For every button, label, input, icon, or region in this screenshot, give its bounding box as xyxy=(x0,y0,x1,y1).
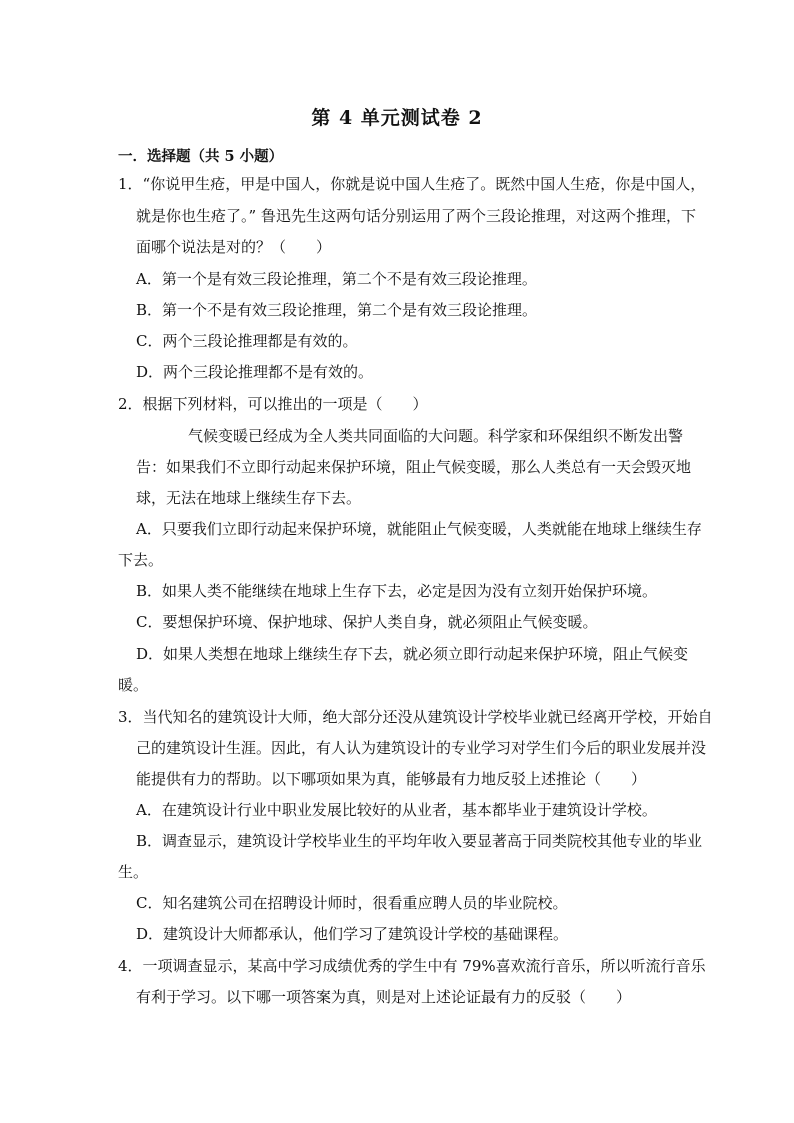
question-2-option-c: C．要想保护环境、保护地球、保护人类自身，就必须阻止气候变暖。 xyxy=(136,613,598,631)
question-2-option-b: B．如果人类不能继续在地球上生存下去，必定是因为没有立刻开始保护环境。 xyxy=(136,582,658,600)
question-2-option-d-cont: 暖。 xyxy=(118,676,149,694)
question-2-option-a: A．只要我们立即行动起来保护环境，就能阻止气候变暖，人类就能在地球上继续生存 xyxy=(136,520,702,538)
question-3-option-c: C．知名建筑公司在招聘设计师时，很看重应聘人员的毕业院校。 xyxy=(136,894,568,912)
question-1-option-c: C．两个三段论推理都是有效的。 xyxy=(136,332,358,350)
question-2-material-line-3: 球，无法在地球上继续生存下去。 xyxy=(136,489,362,507)
question-1-line-2: 就是你也生疮了。” 鲁迅先生这两句话分别运用了两个三段论推理，对这两个推理，下 xyxy=(136,207,696,225)
question-3-option-a: A．在建筑设计行业中职业发展比较好的从业者，基本都毕业于建筑设计学校。 xyxy=(136,801,657,819)
question-2-material-line-1: 气候变暖已经成为全人类共同面临的大问题。科学家和环保组织不断发出警 xyxy=(188,427,684,445)
question-1-option-d: D．两个三段论推理都不是有效的。 xyxy=(136,363,374,381)
question-2-material-line-2: 告：如果我们不立即行动起来保护环境，阻止气候变暖，那么人类总有一天会毁灭地 xyxy=(136,458,692,476)
question-2-line-1: 2．根据下列材料，可以推出的一项是（ ） xyxy=(118,395,428,413)
question-3-option-b: B．调查显示，建筑设计学校毕业生的平均年收入要显著高于同类院校其他专业的毕业 xyxy=(136,832,703,850)
question-3-option-b-cont: 生。 xyxy=(118,863,149,881)
question-1-option-b: B．第一个不是有效三段论推理，第二个是有效三段论推理。 xyxy=(136,301,538,319)
page-title: 第 4 单元测试卷 2 xyxy=(311,107,483,129)
question-3-option-d: D．建筑设计大师都承认，他们学习了建筑设计学校的基础课程。 xyxy=(136,925,569,943)
question-3-line-3: 能提供有力的帮助。以下哪项如果为真，能够最有力地反驳上述推论（ ） xyxy=(136,770,647,788)
question-4-line-2: 有利于学习。以下哪一项答案为真，则是对上述论证最有力的反驳（ ） xyxy=(136,988,632,1006)
question-3-line-1: 3．当代知名的建筑设计大师，绝大部分还没从建筑设计学校毕业就已经离开学校，开始自 xyxy=(118,708,713,726)
question-1-option-a: A．第一个是有效三段论推理，第二个不是有效三段论推理。 xyxy=(136,270,537,288)
question-1-line-1: 1．“你说甲生疮，甲是中国人，你就是说中国人生疮了。既然中国人生疮，你是中国人， xyxy=(118,175,706,193)
question-4-line-1: 4．一项调查显示，某高中学习成绩优秀的学生中有 79%喜欢流行音乐，所以听流行音乐 xyxy=(118,957,706,975)
section-heading: 一．选择题（共 5 小题） xyxy=(118,148,284,165)
question-1-line-3: 面哪个说法是对的？（ ） xyxy=(136,238,332,256)
question-3-line-2: 己的建筑设计生涯。因此，有人认为建筑设计的专业学习对学生们今后的职业发展并没 xyxy=(136,739,707,757)
question-2-option-d: D．如果人类想在地球上继续生存下去，就必须立即行动起来保护环境，阻止气候变 xyxy=(136,645,689,663)
question-2-option-a-cont: 下去。 xyxy=(118,551,164,569)
